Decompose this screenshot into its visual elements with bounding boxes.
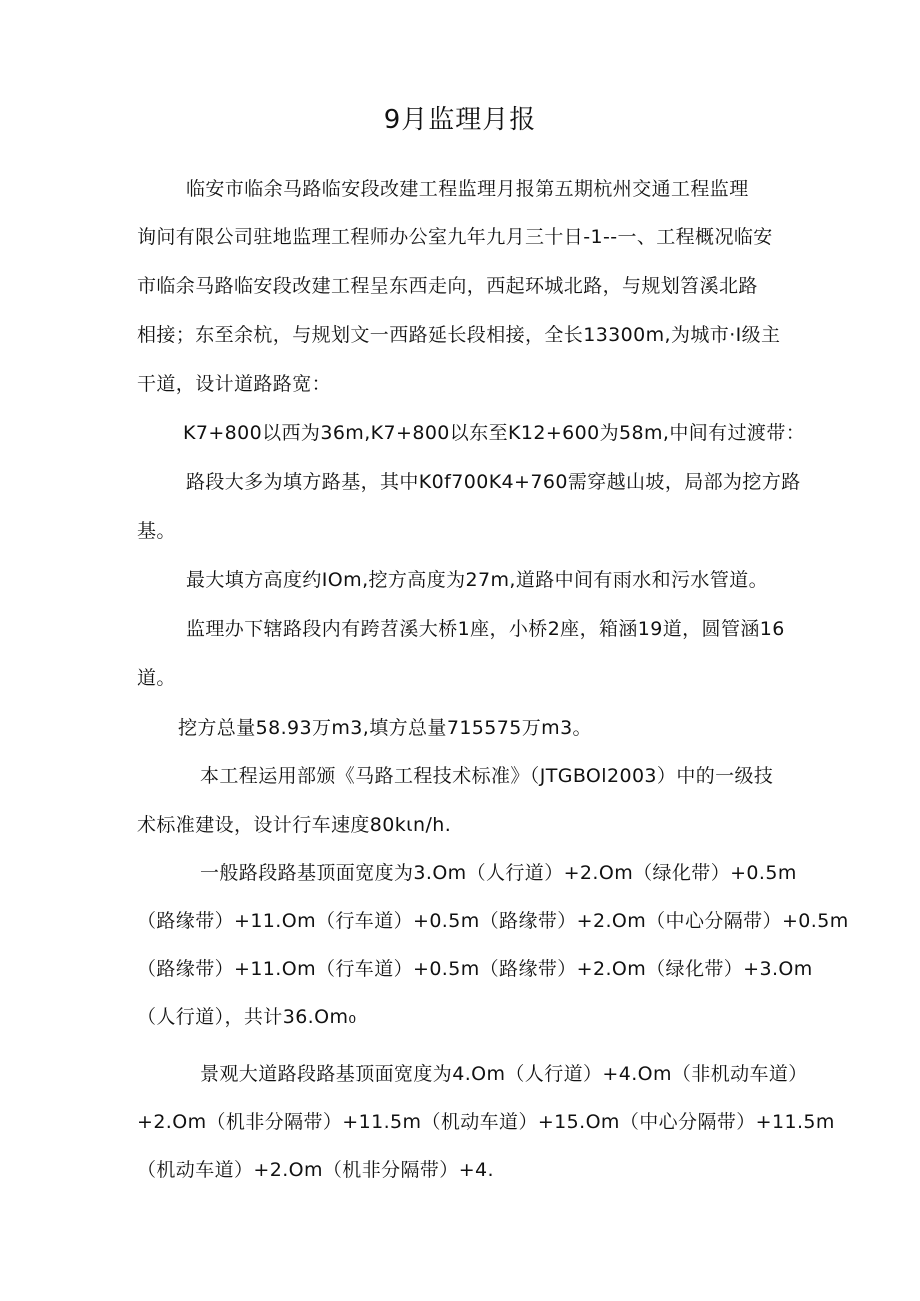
body-line-4: 相接；东至余杭，与规划文一西路延长段相接，全长13300m,为城市·I级主 <box>137 324 781 346</box>
body-line-20: +2.Om（机非分隔带）+11.5m（机动车道）+15.Om（中心分隔带）+11.5m <box>137 1111 835 1133</box>
body-line-14: 术标准建设，设计行车速度80kιn∕h. <box>137 814 452 836</box>
body-line-5: 干道，设计道路路宽： <box>137 373 332 395</box>
body-line-17: （路缘带）+11.Om（行车道）+0.5m（路缘带）+2.Om（绿化带）+3.Om <box>137 958 813 980</box>
body-line-11: 道。 <box>137 667 176 689</box>
body-line-8: 基。 <box>137 520 176 542</box>
body-line-12: 挖方总量58.93万m3,填方总量715575万m3。 <box>178 717 592 739</box>
body-line-19: 景观大道路段路基顶面宽度为4.Om（人行道）+4.Om（非机动车道） <box>200 1063 808 1085</box>
body-line-7: 路段大多为填方路基，其中K0f700K4+760需穿越山坡，局部为挖方路 <box>186 471 801 493</box>
body-line-2: 询问有限公司驻地监理工程师办公室九年九月三十日-1--一、工程概况临安 <box>137 226 773 248</box>
body-line-9: 最大填方高度约IOm,挖方高度为27m,道路中间有雨水和污水管道。 <box>186 569 769 591</box>
body-line-15: 一般路段路基顶面宽度为3.Om（人行道）+2.Om（绿化带）+0.5m <box>200 862 797 884</box>
body-line-1: 临安市临余马路临安段改建工程监理月报第五期杭州交通工程监理 <box>186 178 749 200</box>
body-line-3: 市临余马路临安段改建工程呈东西走向，西起环城北路，与规划笤溪北路 <box>137 275 758 297</box>
body-line-16: （路缘带）+11.Om（行车道）+0.5m（路缘带）+2.Om（中心分隔带）+0.5m <box>137 910 849 932</box>
body-line-6: K7+800以西为36m,K7+800以东至K12+600为58m,中间有过渡带： <box>183 422 806 444</box>
body-line-21: （机动车道）+2.Om（机非分隔带）+4. <box>137 1159 494 1181</box>
body-line-10: 监理办下辖路段内有跨苕溪大桥1座，小桥2座，箱涵19道，圆管涵16 <box>186 618 785 640</box>
document-title: 9月监理月报 <box>383 105 537 135</box>
body-line-18: （人行道），共计36.Om₀ <box>137 1006 357 1028</box>
body-line-13: 本工程运用部颁《马路工程技术标准》（JTGBOl2003）中的一级技 <box>200 765 774 787</box>
